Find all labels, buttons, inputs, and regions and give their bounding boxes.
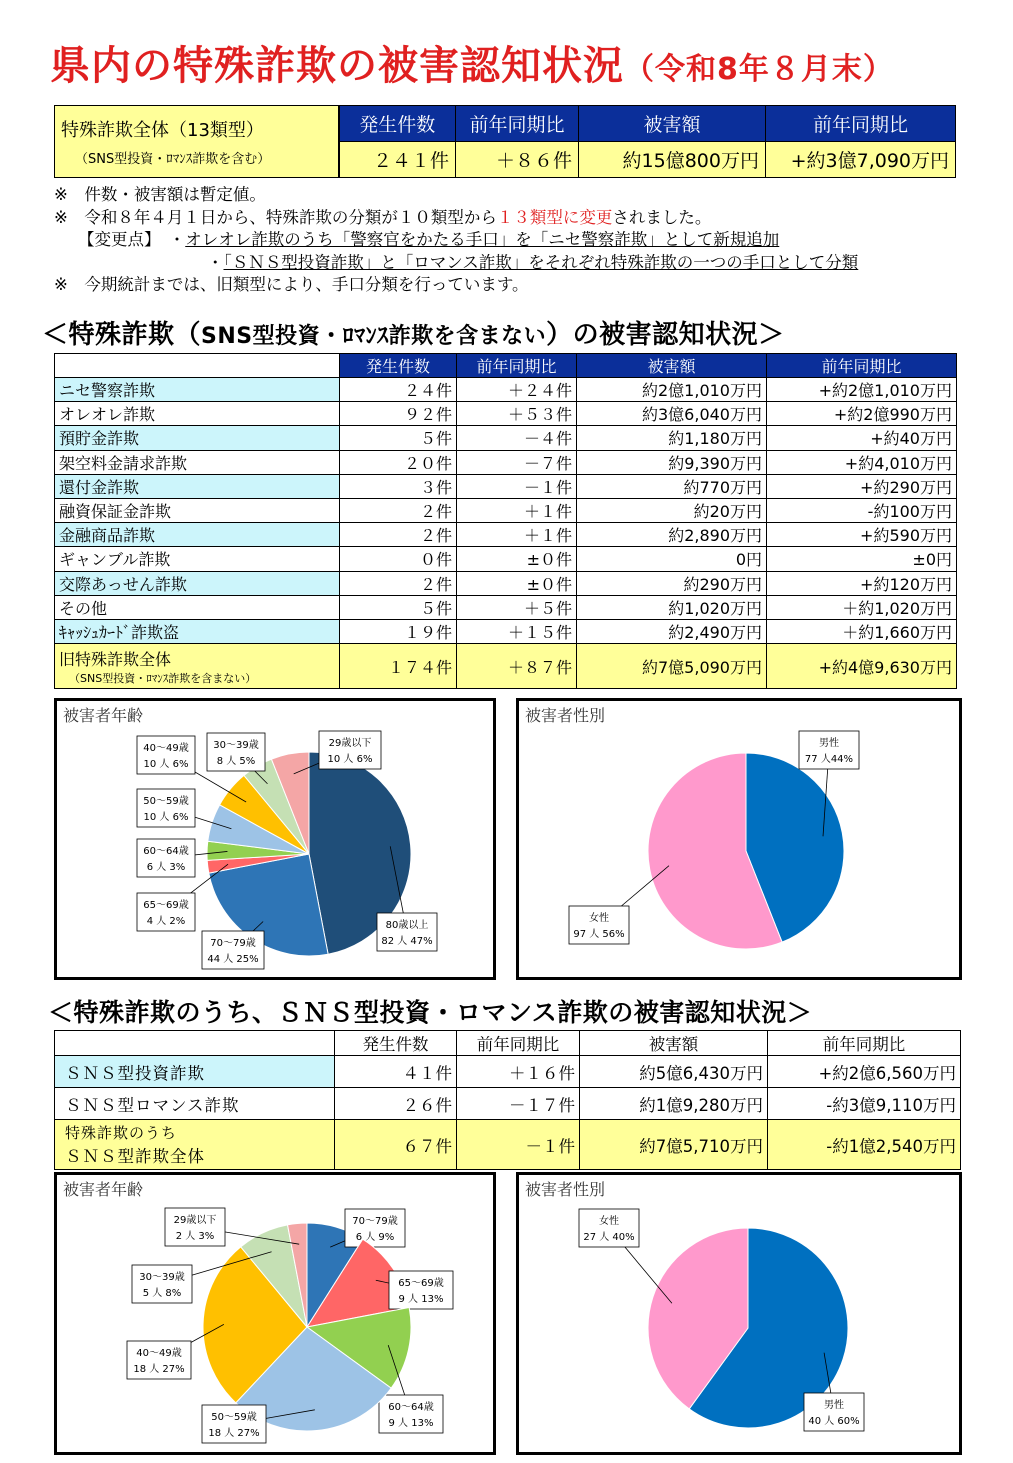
row-count: ２件: [340, 571, 457, 595]
table-row: [55, 474, 957, 498]
gen1-callout-label: 男性: [819, 738, 839, 749]
gen2-callout-label: 女性: [599, 1216, 619, 1227]
age2-callout-label: 50～59歳: [211, 1412, 257, 1423]
table-row: [55, 619, 957, 643]
note-line: ※ 今期統計までは、旧類型により、手口分類を行っています。: [54, 275, 529, 294]
total-amount: 約7億5,090万円: [577, 644, 767, 689]
summary-label-note: （SNS型投資・ﾛﾏﾝｽ詐欺を含む）: [75, 152, 271, 167]
note-text: ※ 令和８年４月１日から、特殊詐欺の分類が１０類型から: [54, 207, 497, 227]
row-count: ３件: [340, 474, 457, 498]
title-date: （令和8年８月末）: [624, 52, 894, 87]
table-row: [55, 450, 957, 474]
table-header: 前年同期比: [768, 1031, 961, 1056]
row-count-diff: －７件: [457, 450, 577, 474]
table-header: 被害額: [580, 1031, 768, 1056]
row-count-diff: ＋１件: [457, 498, 577, 522]
total-amount-diff: +約4億9,630万円: [767, 644, 957, 689]
table-corner: [55, 1031, 335, 1056]
table-row: [55, 571, 957, 595]
row-amount: 0円: [577, 547, 767, 571]
note-line: [54, 252, 858, 275]
total-amount: 約7億5,710万円: [580, 1120, 768, 1170]
summary-table: [54, 105, 956, 178]
row-label: ギャンブル詐欺: [55, 547, 340, 571]
row-amount-diff: +約4,010万円: [767, 450, 957, 474]
chart-title: 被害者性別: [525, 1180, 606, 1199]
summary-header: 発生件数: [339, 106, 456, 142]
age1-callout-label: 80歳以上: [385, 920, 429, 931]
age-pie-svg: [57, 1175, 493, 1452]
row-count-diff: －１件: [457, 474, 577, 498]
row-amount: 約1億9,280万円: [580, 1088, 768, 1120]
table-header: 前年同期比: [767, 354, 957, 378]
total-label: [55, 644, 340, 689]
note-text: 【変更点】 ・: [78, 230, 186, 249]
table-header: 被害額: [577, 354, 767, 378]
row-label: オレオレ詐欺: [55, 402, 340, 426]
row-amount-diff: +約2億990万円: [767, 402, 957, 426]
row-count-diff: ＋５３件: [457, 402, 577, 426]
age1-callout-value: 10 人 6%: [143, 812, 189, 823]
row-label: ニセ警察詐欺: [55, 378, 340, 402]
age2-callout-label: 60～64歳: [388, 1402, 434, 1413]
chart-title: 被害者性別: [525, 706, 606, 725]
table-row: [55, 402, 957, 426]
row-count-diff: －１７件: [457, 1088, 580, 1120]
row-amount: 約1,020万円: [577, 595, 767, 619]
age1-callout-label: 29歳以下: [328, 738, 372, 749]
age1-callout-label: 60～64歳: [143, 846, 189, 857]
table-header: 前年同期比: [457, 1031, 580, 1056]
row-amount-diff: +約2億6,560万円: [768, 1056, 961, 1088]
age1-callout-value: 82 人 47%: [381, 936, 433, 947]
row-label: 交際あっせん詐欺: [55, 571, 340, 595]
table-header: 前年同期比: [457, 354, 577, 378]
section1-title-b: SNS型投資・ﾛﾏﾝｽ詐欺を含まない: [201, 324, 547, 349]
table-row: [55, 1056, 961, 1088]
row-count: ２件: [340, 498, 457, 522]
age2-callout-value: 9 人 13%: [388, 1418, 434, 1429]
row-amount-diff: +約120万円: [767, 571, 957, 595]
row-amount: 約9,390万円: [577, 450, 767, 474]
gen1-callout-value: 77 人44%: [804, 754, 854, 765]
age2-callout-value: 6 人 9%: [355, 1232, 395, 1243]
row-label: ｷｬｯｼｭｶｰﾄﾞ詐欺盗: [55, 619, 340, 643]
section1-title-c: ）の被害認知状況＞: [546, 320, 785, 350]
total-amount-diff: -約1億2,540万円: [768, 1120, 961, 1170]
age2-callout-label: 30～39歳: [139, 1272, 185, 1283]
age-chart-2: [54, 1172, 496, 1455]
row-count: ２０件: [340, 450, 457, 474]
note-text: されました。: [612, 207, 712, 227]
summary-amount: 約15億800万円: [579, 142, 766, 178]
row-label: 預貯金詐欺: [55, 426, 340, 450]
section1-title-a: ＜特殊詐欺（: [42, 320, 202, 350]
row-amount-diff: -約100万円: [767, 498, 957, 522]
section2-title: ＜特殊詐欺のうち、ＳＮＳ型投資・ロマンス詐欺の被害認知状況＞: [48, 998, 813, 1027]
row-label: 融資保証金詐欺: [55, 498, 340, 522]
row-amount-diff: ＋約1,660万円: [767, 619, 957, 643]
row-label: 還付金詐欺: [55, 474, 340, 498]
fraud-table: [54, 353, 957, 689]
note-line: [54, 207, 858, 230]
gender-chart-2: [516, 1172, 962, 1455]
row-label: 架空料金請求詐欺: [55, 450, 340, 474]
table-row: [55, 1088, 961, 1120]
row-amount: 約290万円: [577, 571, 767, 595]
row-amount-diff: +約2億1,010万円: [767, 378, 957, 402]
age-chart-1: [54, 698, 496, 980]
row-amount: 約770万円: [577, 474, 767, 498]
title-main: 県内の特殊詐欺の被害認知状況: [50, 43, 624, 89]
table-header: 発生件数: [340, 354, 457, 378]
age1-callout-label: 65～69歳: [143, 900, 189, 911]
row-count-diff: ±０件: [457, 547, 577, 571]
notes: [54, 184, 858, 297]
row-label: ＳＮＳ型投資詐欺: [55, 1056, 335, 1088]
age2-callout-value: 18 人 27%: [133, 1364, 185, 1375]
gen1-callout-label: 女性: [589, 913, 609, 924]
age-pie-svg: [57, 701, 493, 977]
age2-callout-value: 2 人 3%: [175, 1231, 215, 1242]
total-label: [55, 1120, 335, 1170]
row-amount: 約3億6,040万円: [577, 402, 767, 426]
row-amount: 約5億6,430万円: [580, 1056, 768, 1088]
total-label-main: 特殊詐欺のうち: [65, 1124, 178, 1142]
note-line: [54, 229, 858, 252]
note-highlight: １３類型に変更: [496, 207, 613, 227]
age2-callout-label: 70～79歳: [352, 1216, 398, 1227]
gen2-callout-label: 男性: [824, 1400, 844, 1411]
row-count: ０件: [340, 547, 457, 571]
row-count-diff: ＋１件: [457, 523, 577, 547]
table-corner: [55, 354, 340, 378]
summary-label: [55, 106, 339, 178]
row-count: ２件: [340, 523, 457, 547]
row-amount: 約1,180万円: [577, 426, 767, 450]
row-count: ５件: [340, 595, 457, 619]
age2-callout-label: 29歳以下: [173, 1215, 217, 1226]
gender-pie-svg: [519, 1175, 959, 1452]
note-text: オレオレ詐欺のうち「警察官をかたる手口」を「ニセ警察詐欺」として新規追加: [185, 230, 780, 249]
row-count: ９２件: [340, 402, 457, 426]
row-amount-diff: +約40万円: [767, 426, 957, 450]
row-amount-diff: ±0円: [767, 547, 957, 571]
row-count: １９件: [340, 619, 457, 643]
note-text: 「ＳＮＳ型投資詐欺」と「ロマンス詐欺」をそれぞれ特殊詐欺の一つの手口として分類: [223, 252, 859, 272]
table-row: [55, 523, 957, 547]
age1-callout-value: 4 人 2%: [146, 916, 186, 927]
table-row: [55, 547, 957, 571]
gender-pie-svg: [519, 701, 959, 977]
age1-callout-label: 50～59歳: [143, 796, 189, 807]
row-count-diff: ＋５件: [457, 595, 577, 619]
note-text: ・: [207, 252, 224, 272]
age1-callout-value: 10 人 6%: [143, 759, 189, 770]
row-amount-diff: -約3億9,110万円: [768, 1088, 961, 1120]
age1-callout-label: 70～79歳: [210, 938, 256, 949]
row-count: ５件: [340, 426, 457, 450]
summary-count-diff: ＋８６件: [456, 142, 579, 178]
row-count: ４１件: [335, 1056, 457, 1088]
age2-callout-label: 40～49歳: [136, 1348, 182, 1359]
age1-callout-value: 8 人 5%: [216, 756, 256, 767]
table-row: [55, 595, 957, 619]
page-title: [50, 34, 894, 91]
row-label: ＳＮＳ型ロマンス詐欺: [55, 1088, 335, 1120]
row-amount: 約2億1,010万円: [577, 378, 767, 402]
gen2-callout-value: 40 人 60%: [808, 1416, 860, 1427]
row-amount: 約2,890万円: [577, 523, 767, 547]
total-count-diff: －１件: [457, 1120, 580, 1170]
row-count: ２６件: [335, 1088, 457, 1120]
summary-header: 前年同期比: [766, 106, 956, 142]
summary-label-main: 特殊詐欺全体（13類型）: [61, 120, 264, 141]
row-amount-diff: ＋約1,020万円: [767, 595, 957, 619]
table-row: [55, 1120, 961, 1170]
age1-callout-label: 30～39歳: [213, 740, 259, 751]
age1-callout-value: 10 人 6%: [327, 754, 373, 765]
row-count: ２４件: [340, 378, 457, 402]
row-amount: 約2,490万円: [577, 619, 767, 643]
row-count-diff: ＋１６件: [457, 1056, 580, 1088]
total-count: ６７件: [335, 1120, 457, 1170]
total-label-main: 旧特殊詐欺全体: [59, 649, 172, 669]
summary-count: ２４１件: [339, 142, 456, 178]
row-count-diff: ＋１５件: [457, 619, 577, 643]
age2-callout-value: 18 人 27%: [208, 1428, 260, 1439]
total-count: １７４件: [340, 644, 457, 689]
chart-title: 被害者年齢: [63, 706, 144, 725]
gen2-callout-value: 27 人 40%: [583, 1232, 635, 1243]
total-count-diff: ＋８７件: [457, 644, 577, 689]
summary-header: 被害額: [579, 106, 766, 142]
gen1-callout-value: 97 人 56%: [573, 929, 625, 940]
row-label: その他: [55, 595, 340, 619]
sns-table: [54, 1030, 961, 1170]
summary-amount-diff: +約3億7,090万円: [766, 142, 956, 178]
age1-callout-value: 44 人 25%: [207, 954, 259, 965]
note-line: ※ 件数・被害額は暫定値。: [54, 185, 266, 204]
summary-header: 前年同期比: [456, 106, 579, 142]
gender-chart-1: [516, 698, 962, 980]
row-count-diff: ±０件: [457, 571, 577, 595]
total-label-sub: ＳＮＳ型詐欺全体: [65, 1147, 205, 1166]
row-count-diff: －４件: [457, 426, 577, 450]
age1-callout-label: 40～49歳: [143, 743, 189, 754]
row-amount: 約20万円: [577, 498, 767, 522]
table-row: [55, 378, 957, 402]
row-amount-diff: +約590万円: [767, 523, 957, 547]
table-header: 発生件数: [335, 1031, 457, 1056]
chart-title: 被害者年齢: [63, 1180, 144, 1199]
table-row: [55, 426, 957, 450]
age2-callout-value: 9 人 13%: [398, 1294, 444, 1305]
age2-callout-value: 5 人 8%: [142, 1288, 182, 1299]
section1-title: [42, 314, 785, 351]
row-count-diff: ＋２４件: [457, 378, 577, 402]
table-row: [55, 498, 957, 522]
age2-callout-label: 65～69歳: [398, 1278, 444, 1289]
row-amount-diff: +約290万円: [767, 474, 957, 498]
row-label: 金融商品詐欺: [55, 523, 340, 547]
age1-callout-value: 6 人 3%: [146, 862, 186, 873]
total-label-note: （SNS型投資・ﾛﾏﾝｽ詐欺を含まない）: [69, 671, 257, 685]
